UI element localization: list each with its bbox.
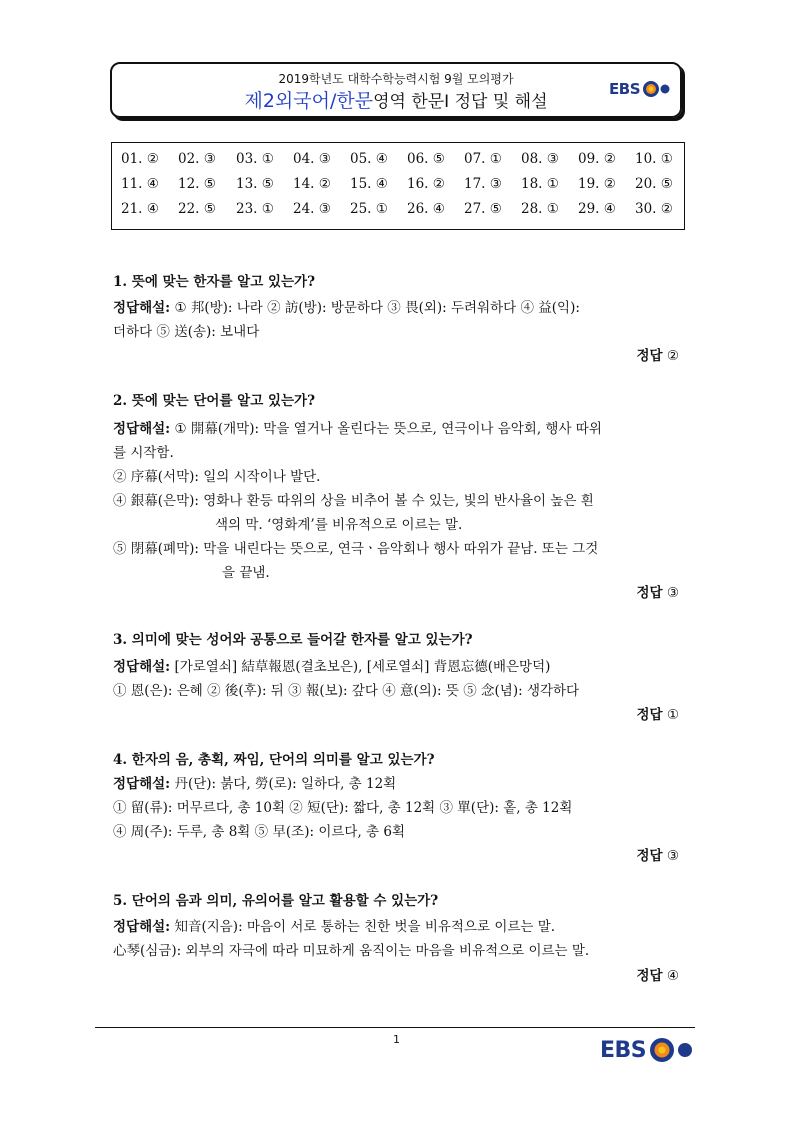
answer-cell: 21. ④: [121, 201, 159, 217]
answer-row: [112, 176, 684, 200]
answer-cell: 24. ③: [293, 201, 331, 217]
answer-value: ③: [666, 848, 679, 864]
explanation-text: ② 序幕(서막): 일의 시작이나 발단.: [113, 469, 321, 485]
explanation-text: 색의 막. ‘영화계’를 비유적으로 이르는 말.: [215, 517, 463, 533]
explanation-text: 知音(지음): 마음이 서로 통하는 친한 벗을 비유적으로 이르는 말.: [170, 919, 556, 935]
header-subtitle: 2019학년도 대학수학능력시험 9월 모의평가: [278, 72, 514, 86]
answer-cell: 14. ②: [293, 176, 331, 192]
explanation-text: 를 시작함.: [113, 445, 174, 461]
ebs-footer-logo: [600, 1037, 695, 1063]
explanation-text: ① 開幕(개막): 막을 열거나 올린다는 뜻으로, 연극이나 음악회, 행사 따위: [170, 421, 602, 437]
answer-cell: 01. ②: [121, 151, 159, 167]
explanation-text: ⑤ 閉幕(폐막): 막을 내린다는 뜻으로, 연극ㆍ음악회나 행사 따위가 끝남. 또는 그것: [113, 541, 599, 557]
answer-cell: 25. ①: [350, 201, 388, 217]
question-2-title: 2. 뜻에 맞는 단어를 알고 있는가?: [113, 393, 315, 409]
explanation-text: 心琴(심금): 외부의 자극에 따라 미묘하게 움직이는 마음을 비유적으로 이르는 말.: [113, 943, 590, 959]
explanation-text: 을 끝냄.: [222, 565, 270, 581]
question-5-explanation: [113, 915, 555, 935]
question-2-answer: [637, 581, 680, 601]
answer-cell: 04. ③: [293, 151, 331, 167]
answer-cell: 28. ①: [521, 201, 559, 217]
explanation-text: ① 邦(방): 나라 ② 訪(방): 방문하다 ③ 畏(외): 두려워하다 ④ 益(익):: [170, 300, 580, 316]
header-title: [112, 86, 680, 113]
answer-value: ①: [666, 707, 679, 723]
header-title-subject: 제2외국어/한문: [244, 90, 374, 112]
explanation-text: ④ 周(주): 두루, 총 8획 ⑤ 早(조): 이르다, 총 6획: [113, 824, 405, 840]
answer-cell: 17. ③: [464, 176, 502, 192]
answer-cell: 12. ⑤: [178, 176, 216, 192]
explanation-label: 정답해설:: [113, 659, 171, 675]
explanation-text: [가로열쇠] 結草報恩(결초보은), [세로열쇠] 背恩忘德(배은망덕): [170, 659, 551, 675]
explanation-label: 정답해설:: [113, 421, 171, 437]
explanation-label: 정답해설:: [113, 300, 171, 316]
answer-cell: 13. ⑤: [236, 176, 274, 192]
answer-row: [112, 151, 684, 175]
question-4-explanation: [113, 772, 396, 792]
answer-cell: 18. ①: [521, 176, 559, 192]
explanation-label: 정답해설:: [113, 919, 171, 935]
answer-cell: 27. ⑤: [464, 201, 502, 217]
question-1-explanation: [113, 296, 580, 316]
answer-label: 정답: [636, 585, 663, 601]
answer-cell: 05. ④: [350, 151, 388, 167]
question-3-answer: [637, 703, 680, 723]
answer-cell: 10. ①: [635, 151, 673, 167]
ebs-logo-text: EBS: [600, 1037, 647, 1063]
answer-cell: 06. ⑤: [407, 151, 445, 167]
question-3-explanation: [113, 655, 550, 675]
question-1-answer: [637, 344, 680, 364]
explanation-text: 더하다 ⑤ 送(송): 보내다: [113, 324, 260, 340]
answer-cell: 09. ②: [578, 151, 616, 167]
page-number: 1: [393, 1033, 400, 1046]
answer-table: [111, 142, 685, 230]
answer-cell: 02. ③: [178, 151, 216, 167]
answer-cell: 15. ④: [350, 176, 388, 192]
answer-cell: 16. ②: [407, 176, 445, 192]
answer-label: 정답: [636, 707, 663, 723]
answer-cell: 26. ④: [407, 201, 445, 217]
answer-label: 정답: [636, 968, 663, 984]
answer-cell: 19. ②: [578, 176, 616, 192]
question-5-answer: [637, 964, 680, 984]
explanation-text: ① 留(류): 머무르다, 총 10획 ② 短(단): 짧다, 총 12획 ③ 單(단): 홑, 총 12획: [113, 800, 573, 816]
ebs-circles-icon: [642, 80, 672, 98]
question-2-explanation: [113, 417, 602, 437]
explanation-label: 정답해설:: [113, 776, 171, 792]
ebs-logo: [609, 80, 672, 98]
answer-cell: 11. ④: [121, 176, 159, 192]
answer-cell: 29. ④: [578, 201, 616, 217]
question-5-title: 5. 단어의 음과 의미, 유의어를 알고 활용할 수 있는가?: [113, 893, 439, 909]
explanation-text: ① 恩(은): 은혜 ② 後(후): 뒤 ③ 報(보): 갚다 ④ 意(의): 뜻 ⑤ 念(념): 생각하다: [113, 683, 580, 699]
answer-value: ②: [666, 348, 679, 364]
question-1-title: 1. 뜻에 맞는 한자를 알고 있는가?: [113, 274, 315, 290]
header-title-rest: 영역 한문Ⅰ 정답 및 해설: [373, 92, 548, 112]
answer-cell: 20. ⑤: [635, 176, 673, 192]
footer-divider: [95, 1027, 695, 1028]
question-4-title: 4. 한자의 음, 총획, 짜임, 단어의 의미를 알고 있는가?: [113, 752, 435, 768]
explanation-text: 丹(단): 붉다, 勞(로): 일하다, 총 12획: [170, 776, 397, 792]
answer-cell: 22. ⑤: [178, 201, 216, 217]
answer-value: ④: [666, 968, 679, 984]
question-4-answer: [637, 844, 680, 864]
answer-label: 정답: [636, 848, 663, 864]
ebs-logo-text: EBS: [609, 80, 640, 98]
explanation-text: ④ 銀幕(은막): 영화나 환등 따위의 상을 비추어 볼 수 있는, 빛의 반사율이 높은 흰: [113, 493, 594, 509]
answer-cell: 23. ①: [236, 201, 274, 217]
header-box: [110, 62, 682, 118]
answer-cell: 03. ①: [236, 151, 274, 167]
question-3-title: 3. 의미에 맞는 성어와 공통으로 들어갈 한자를 알고 있는가?: [113, 632, 473, 648]
answer-cell: 08. ③: [521, 151, 559, 167]
answer-row: [112, 201, 684, 225]
ebs-circles-icon: [649, 1037, 695, 1063]
answer-value: ③: [666, 585, 679, 601]
answer-cell: 30. ②: [635, 201, 673, 217]
answer-label: 정답: [636, 348, 663, 364]
answer-cell: 07. ①: [464, 151, 502, 167]
